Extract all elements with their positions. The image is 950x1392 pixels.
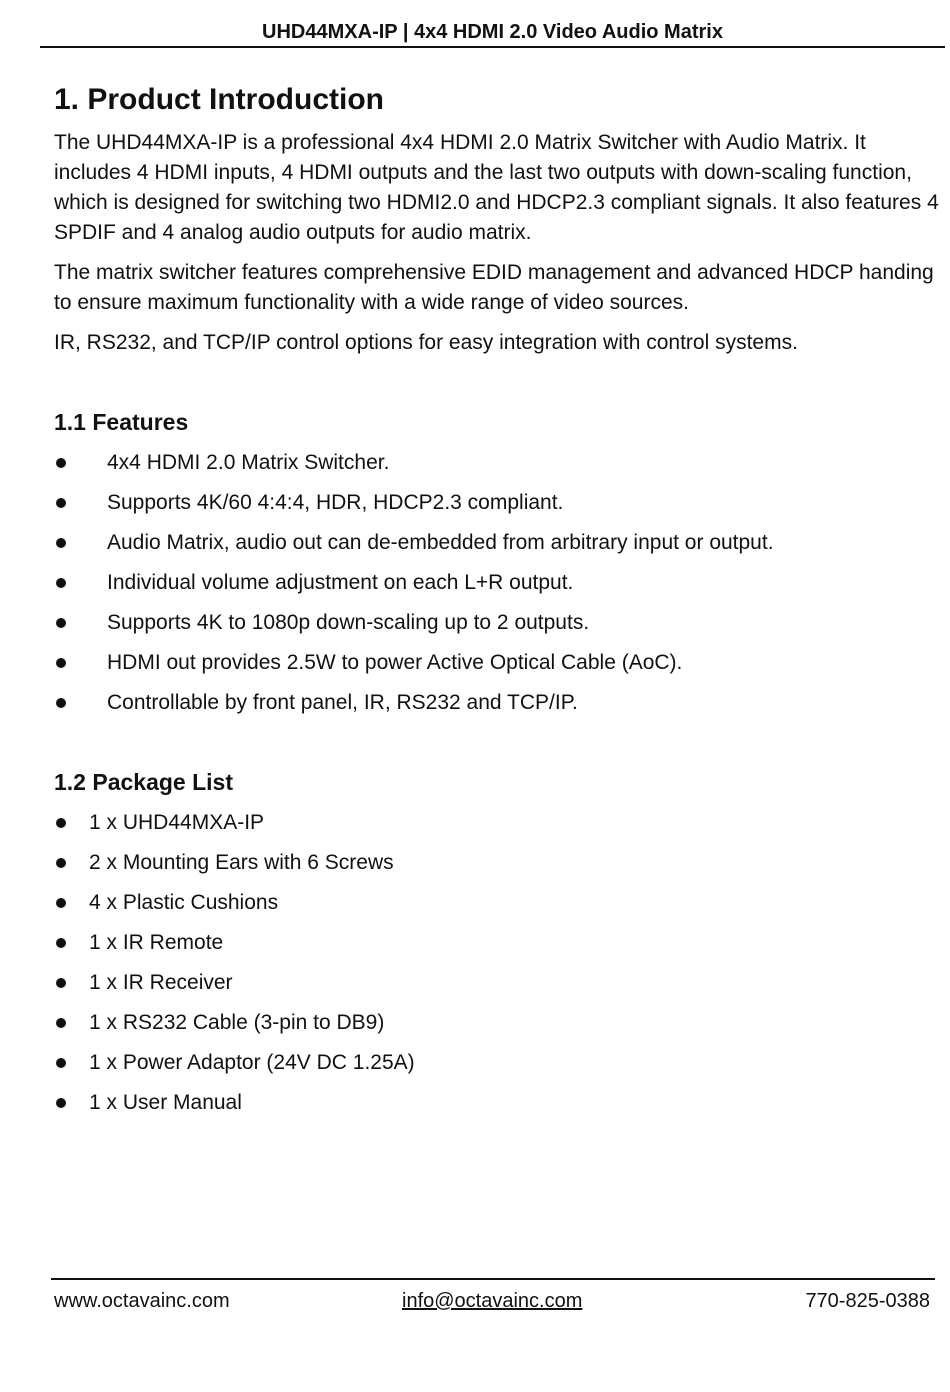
bullet-icon bbox=[56, 1098, 66, 1108]
feature-text: Supports 4K to 1080p down-scaling up to 2 outputs. bbox=[107, 611, 590, 634]
section-heading-features: 1.1 Features bbox=[54, 409, 189, 435]
bullet-icon bbox=[56, 498, 66, 508]
package-item-text: 4 x Plastic Cushions bbox=[89, 891, 279, 914]
footer-phone: 770-825-0388 bbox=[805, 1290, 930, 1312]
bullet-icon bbox=[56, 978, 66, 988]
page-header-title: UHD44MXA-IP | 4x4 HDMI 2.0 Video Audio Matrix bbox=[262, 21, 723, 43]
package-item-text: 1 x UHD44MXA-IP bbox=[89, 811, 265, 834]
package-item-text: 1 x IR Receiver bbox=[89, 971, 233, 994]
bullet-icon bbox=[56, 938, 66, 948]
bullet-icon bbox=[56, 818, 66, 828]
package-item-text: 1 x Power Adaptor (24V DC 1.25A) bbox=[89, 1051, 415, 1074]
bullet-icon bbox=[56, 538, 66, 548]
bullet-icon bbox=[56, 658, 66, 668]
bullet-icon bbox=[56, 618, 66, 628]
feature-text: Supports 4K/60 4:4:4, HDR, HDCP2.3 compliant. bbox=[107, 491, 564, 514]
package-item-text: 1 x IR Remote bbox=[89, 931, 224, 954]
footer-website: www.octavainc.com bbox=[54, 1290, 230, 1312]
bullet-icon bbox=[56, 858, 66, 868]
package-item-text: 2 x Mounting Ears with 6 Screws bbox=[89, 851, 394, 874]
feature-text: HDMI out provides 2.5W to power Active Optical Cable (AoC). bbox=[107, 651, 683, 674]
feature-text: Audio Matrix, audio out can de-embedded from arbitrary input or output. bbox=[107, 531, 774, 554]
section-heading-product-introduction: 1. Product Introduction bbox=[54, 83, 384, 116]
intro-paragraph-3: IR, RS232, and TCP/IP control options for easy integration with control systems. bbox=[54, 331, 798, 354]
bullet-icon bbox=[56, 898, 66, 908]
package-item-text: 1 x RS232 Cable (3-pin to DB9) bbox=[89, 1011, 385, 1034]
intro-paragraph-2: The matrix switcher features comprehensive EDID management and advanced HDCP handing to ensure maximum functionality with a wide range of video sources. bbox=[54, 261, 934, 314]
bullet-icon bbox=[56, 578, 66, 588]
section-heading-package-list: 1.2 Package List bbox=[54, 769, 233, 795]
feature-text: Controllable by front panel, IR, RS232 and TCP/IP. bbox=[107, 691, 578, 714]
package-item-text: 1 x User Manual bbox=[89, 1091, 242, 1114]
header-divider bbox=[40, 46, 945, 48]
footer-email-link[interactable]: info@octavainc.com bbox=[402, 1290, 583, 1312]
bullet-icon bbox=[56, 1058, 66, 1068]
bullet-icon bbox=[56, 698, 66, 708]
bullet-icon bbox=[56, 1018, 66, 1028]
intro-paragraph-1: The UHD44MXA-IP is a professional 4x4 HDMI 2.0 Matrix Switcher with Audio Matrix. It includes 4 HDMI inputs, 4 HDMI outputs and the last two outputs with down-scaling function, which is designed for switching two HDMI2.0 and HDCP2.3 compliant signals. It also features 4 SPDIF and 4 analog audio outputs for audio matrix. bbox=[54, 131, 939, 244]
feature-text: 4x4 HDMI 2.0 Matrix Switcher. bbox=[107, 451, 390, 474]
bullet-icon bbox=[56, 458, 66, 468]
footer-divider bbox=[51, 1278, 935, 1280]
feature-text: Individual volume adjustment on each L+R output. bbox=[107, 571, 574, 594]
